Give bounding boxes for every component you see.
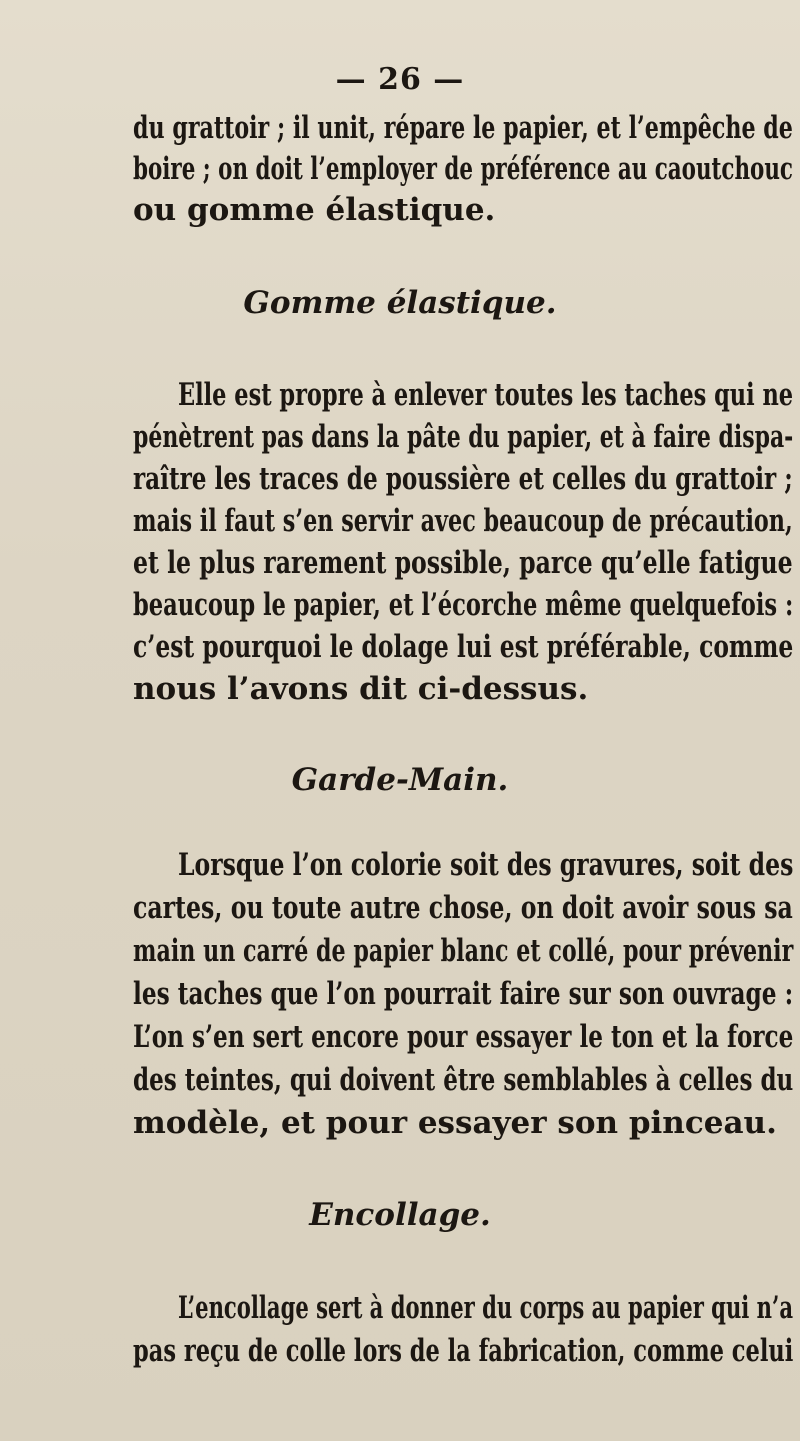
section-heading: Encollage. [309, 1197, 491, 1233]
text-line: ou gomme élastique. [133, 192, 496, 228]
text-line: raître les traces de poussière et celles du grattoir ; [133, 461, 793, 497]
text-line: L’on s’en sert encore pour essayer le ton et la force [133, 1019, 794, 1055]
text-line: boire ; on doit l’employer de préférence au caoutchouc [133, 151, 793, 187]
text-line: nous l’avons dit ci-dessus. [133, 671, 589, 707]
page-number: — 26 — [335, 62, 465, 97]
text-line: du grattoir ; il unit, répare le papier, et l’empêche de [133, 110, 793, 146]
text-line: des teintes, qui doivent être semblables à celles du [133, 1062, 794, 1098]
text-line: beaucoup le papier, et l’écorche même quelquefois : [133, 587, 794, 623]
text-line: Lorsque l’on colorie soit des gravures, soit des [178, 847, 794, 883]
text-line: c’est pourquoi le dolage lui est préférable, comme [133, 629, 794, 665]
text-line: mais il faut s’en servir avec beaucoup de précaution, [133, 503, 793, 539]
section-heading: Gomme élastique. [243, 285, 557, 321]
text-line: les taches que l’on pourrait faire sur son ouvrage : [133, 976, 794, 1012]
text-line: L’encollage sert à donner du corps au papier qui n’a [178, 1290, 794, 1326]
section-heading: Garde-Main. [291, 762, 509, 798]
text-line: pas reçu de colle lors de la fabrication, comme celui [133, 1333, 794, 1369]
text-line: Elle est propre à enlever toutes les taches qui ne [178, 377, 794, 413]
text-line: modèle, et pour essayer son pinceau. [133, 1105, 777, 1141]
text-line: main un carré de papier blanc et collé, pour prévenir [133, 933, 794, 969]
text-line: pénètrent pas dans la pâte du papier, et à faire dispa- [133, 419, 794, 455]
text-line: cartes, ou toute autre chose, on doit avoir sous sa [133, 890, 793, 926]
text-line: et le plus rarement possible, parce qu’elle fatigue [133, 545, 793, 581]
